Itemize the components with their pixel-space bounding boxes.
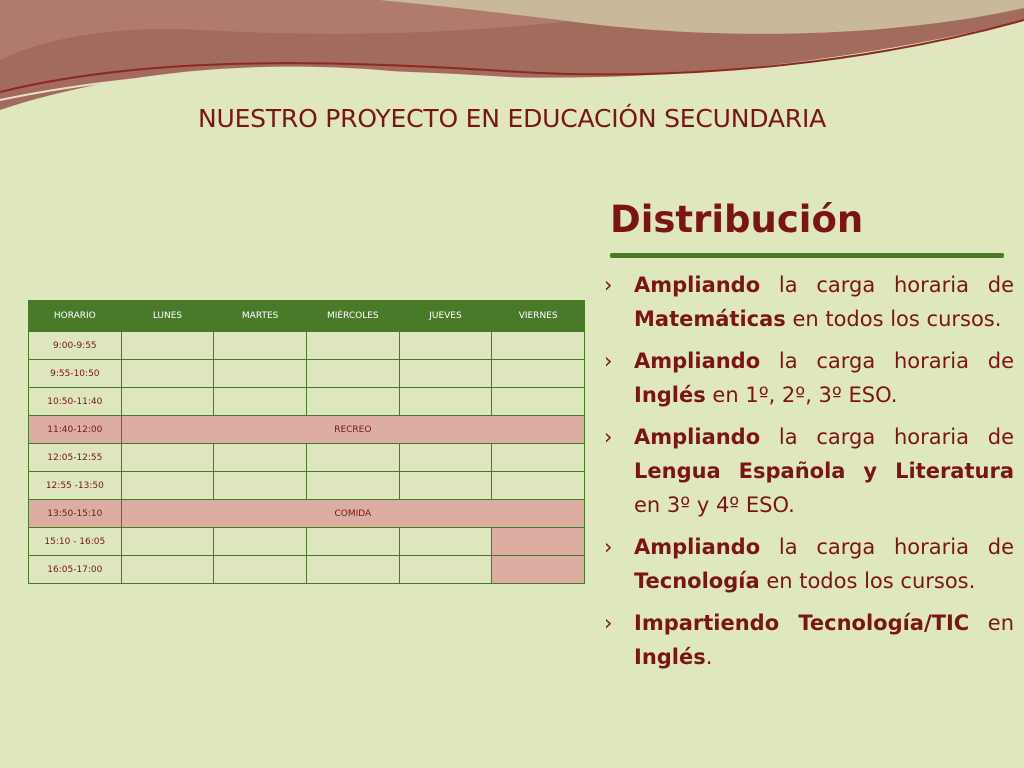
bullet-text: la carga horaria de	[760, 273, 1014, 297]
table-row-break	[29, 500, 585, 528]
slot-cell	[306, 472, 399, 500]
comida-cell: COMIDA	[121, 500, 584, 528]
slot-cell	[214, 472, 307, 500]
slot-cell	[214, 360, 307, 388]
time-cell: 9:55-10:50	[29, 360, 122, 388]
slot-cell	[306, 556, 399, 584]
slot-cell	[306, 360, 399, 388]
bullet-text: en 3º y 4º ESO.	[634, 493, 795, 517]
table-row	[29, 360, 585, 388]
slot-cell	[121, 528, 214, 556]
slot-cell	[121, 444, 214, 472]
slot-cell	[399, 444, 492, 472]
time-cell: 11:40-12:00	[29, 416, 122, 444]
chevron-right-icon: ›	[604, 425, 613, 449]
slot-cell-blocked	[492, 528, 585, 556]
table-row	[29, 528, 585, 556]
slot-cell	[121, 332, 214, 360]
slot-cell-blocked	[492, 556, 585, 584]
header-horario: HORARIO	[29, 301, 122, 332]
time-cell: 15:10 - 16:05	[29, 528, 122, 556]
time-cell: 16:05-17:00	[29, 556, 122, 584]
header-miercoles: MIÉRCOLES	[306, 301, 399, 332]
slot-cell	[492, 444, 585, 472]
bullet-bold-2: Inglés	[634, 645, 706, 669]
recreo-cell: RECREO	[121, 416, 584, 444]
bullet-bold-1: Ampliando	[634, 273, 761, 297]
schedule-header-row	[29, 301, 585, 332]
bullet-text: en todos los cursos.	[785, 307, 1002, 331]
bullet-bold-2: Lengua Española y Literatura	[634, 459, 1014, 483]
slot-cell	[214, 528, 307, 556]
list-item	[604, 268, 1014, 336]
bullet-bold-2: Matemáticas	[634, 307, 786, 331]
chevron-right-icon: ›	[604, 349, 613, 373]
slot-cell	[214, 556, 307, 584]
slot-cell	[492, 332, 585, 360]
slot-cell	[399, 528, 492, 556]
header-martes: MARTES	[214, 301, 307, 332]
slot-cell	[306, 444, 399, 472]
table-row	[29, 388, 585, 416]
schedule-table	[28, 300, 585, 584]
bullet-text: en todos los cursos.	[759, 569, 976, 593]
bullet-text: la carga horaria de	[760, 535, 1014, 559]
slot-cell	[399, 472, 492, 500]
slot-cell	[492, 388, 585, 416]
bullet-bold-1: Impartiendo Tecnología/TIC	[634, 611, 970, 635]
slot-cell	[214, 444, 307, 472]
slot-cell	[121, 556, 214, 584]
table-row	[29, 556, 585, 584]
slot-cell	[306, 528, 399, 556]
table-row	[29, 444, 585, 472]
list-item	[604, 606, 1014, 674]
bullet-text: la carga horaria de	[760, 349, 1014, 373]
heading-underline	[610, 253, 1004, 258]
table-row	[29, 332, 585, 360]
time-cell: 13:50-15:10	[29, 500, 122, 528]
time-cell: 10:50-11:40	[29, 388, 122, 416]
slot-cell	[214, 388, 307, 416]
table-row-break	[29, 416, 585, 444]
bullet-text: en	[969, 611, 1014, 635]
slot-cell	[306, 332, 399, 360]
slot-cell	[121, 472, 214, 500]
table-row	[29, 472, 585, 500]
section-heading: Distribución	[610, 198, 864, 241]
bullet-text: en 1º, 2º, 3º ESO.	[705, 383, 898, 407]
bullet-bold-1: Ampliando	[634, 349, 761, 373]
bullet-bold-1: Ampliando	[634, 425, 761, 449]
slot-cell	[492, 472, 585, 500]
bullet-text: la carga horaria de	[760, 425, 1014, 449]
bullet-bold-2: Tecnología	[634, 569, 760, 593]
slot-cell	[121, 360, 214, 388]
header-lunes: LUNES	[121, 301, 214, 332]
slot-cell	[399, 360, 492, 388]
header-viernes: VIERNES	[492, 301, 585, 332]
slot-cell	[399, 332, 492, 360]
time-cell: 12:55 -13:50	[29, 472, 122, 500]
slot-cell	[492, 360, 585, 388]
list-item	[604, 344, 1014, 412]
list-item	[604, 420, 1014, 522]
slide-title: NUESTRO PROYECTO EN EDUCACIÓN SECUNDARIA	[197, 104, 827, 133]
list-item	[604, 530, 1014, 598]
bullet-list	[604, 268, 1014, 682]
time-cell: 9:00-9:55	[29, 332, 122, 360]
slot-cell	[399, 388, 492, 416]
chevron-right-icon: ›	[604, 611, 613, 635]
bullet-text: .	[705, 645, 713, 669]
slot-cell	[306, 388, 399, 416]
bullet-bold-1: Ampliando	[634, 535, 761, 559]
time-cell: 12:05-12:55	[29, 444, 122, 472]
slot-cell	[121, 388, 214, 416]
slot-cell	[214, 332, 307, 360]
bullet-bold-2: Inglés	[634, 383, 706, 407]
chevron-right-icon: ›	[604, 273, 613, 297]
header-jueves: JUEVES	[399, 301, 492, 332]
slot-cell	[399, 556, 492, 584]
chevron-right-icon: ›	[604, 535, 613, 559]
